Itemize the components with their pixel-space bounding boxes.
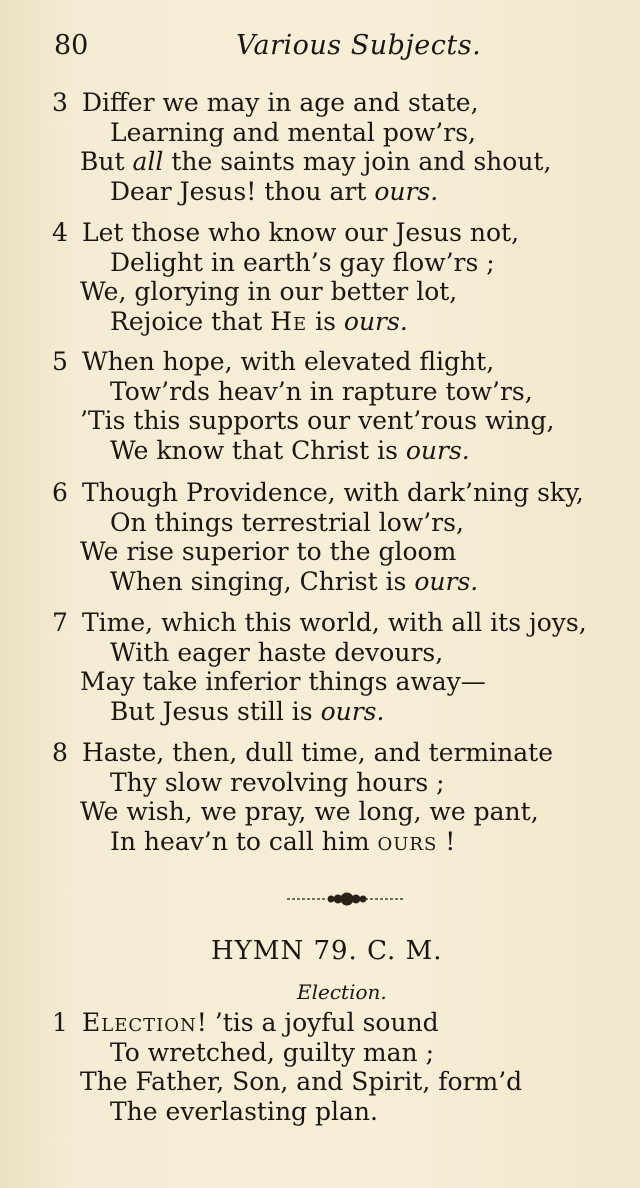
page-number: 80 [54, 30, 89, 61]
verse-text: Time, which this world, with all its joys, [82, 608, 587, 637]
verse-text: When hope, with elevated flight, [82, 347, 495, 376]
verse-text: ours. [343, 306, 408, 336]
verse-text: Delight in earth’s gay flow’rs ; [110, 247, 495, 277]
verse-text: Haste, then, dull time, and terminate [82, 738, 553, 767]
verse-text: Let those who know our Jesus not, [82, 218, 520, 247]
verse-text: The Father, Son, and Spirit, form’d [80, 1067, 523, 1096]
verse-line [82, 1008, 439, 1038]
stanza-number: 7 [52, 608, 68, 637]
verse-line [110, 638, 443, 668]
verse-text: May take inferior things away— [80, 667, 486, 696]
hymn-subtitle: Election. [297, 980, 387, 1004]
verse-text: Rejoice that [110, 306, 271, 336]
verse-text: The everlasting plan. [110, 1096, 378, 1126]
verse-text: ’Tis this supports our vent’rous wing, [80, 406, 555, 435]
verse-line [110, 768, 445, 798]
verse-text: Though Providence, with dark’ning sky, [82, 478, 584, 507]
verse-text: Election [82, 1008, 197, 1037]
verse-line [82, 738, 553, 768]
verse-line [110, 177, 438, 207]
verse-line [80, 147, 551, 177]
verse-text: all [132, 147, 164, 176]
verse-text: ours. [320, 696, 385, 726]
verse-text: He [270, 306, 308, 336]
verse-line [110, 248, 495, 278]
verse-text: Tow’rds heav’n in rapture tow’rs, [110, 376, 533, 406]
verse-line [82, 88, 479, 118]
verse-line [110, 377, 533, 407]
stanza-number: 1 [52, 1008, 68, 1037]
verse-text: ours [377, 826, 438, 856]
verse-line [80, 406, 554, 436]
verse-text: With eager haste devours, [110, 637, 444, 667]
verse-text: We, glorying in our better lot, [80, 277, 458, 306]
verse-line [80, 537, 456, 567]
ornament-divider-icon [285, 888, 405, 910]
verse-line [80, 277, 457, 307]
stanza-number: 6 [52, 478, 68, 507]
page-header [0, 30, 640, 70]
verse-line [110, 827, 455, 857]
verse-text: We know that Christ is [110, 435, 406, 465]
verse-text: When singing, Christ is [110, 566, 415, 596]
stanza-number: 5 [52, 347, 68, 376]
running-title: Various Subjects. [236, 30, 482, 61]
verse-text: Thy slow revolving hours ; [110, 767, 445, 797]
verse-text: On things terrestrial low’rs, [110, 507, 464, 537]
verse-text: ! ’tis a joyful sound [196, 1008, 439, 1037]
verse-line [80, 667, 486, 697]
verse-text: Dear Jesus! thou art [110, 176, 375, 206]
stanza-number: 4 [52, 218, 68, 247]
verse-line [80, 797, 539, 827]
verse-line [110, 508, 464, 538]
verse-text: is [307, 306, 344, 336]
verse-line [80, 1067, 522, 1097]
stanza-number: 8 [52, 738, 68, 767]
verse-text: ours. [414, 566, 479, 596]
verse-text: ! [437, 826, 456, 856]
verse-text: ours. [405, 435, 470, 465]
verse-line [82, 478, 584, 508]
verse-text: the saints may join and shout, [163, 147, 552, 176]
verse-text: We wish, we pray, we long, we pant, [80, 797, 539, 826]
verse-text: Differ we may in age and state, [82, 88, 479, 117]
verse-line [110, 1038, 434, 1068]
verse-line [82, 608, 587, 638]
verse-line [110, 1097, 378, 1127]
verse-line [110, 697, 384, 727]
hymn-title: HYMN 79. C. M. [211, 936, 443, 966]
verse-text: But Jesus still is [110, 696, 321, 726]
verse-text: To wretched, guilty man ; [110, 1037, 435, 1067]
stanza-number: 3 [52, 88, 68, 117]
verse-line [110, 118, 476, 148]
verse-text: But [80, 147, 133, 176]
verse-text: Learning and mental pow’rs, [110, 117, 476, 147]
verse-line [110, 567, 478, 597]
verse-line [110, 436, 470, 466]
verse-line [82, 218, 519, 248]
verse-text: In heav’n to call him [110, 826, 378, 856]
verse-line [110, 307, 408, 337]
verse-line [82, 347, 494, 377]
verse-text: We rise superior to the gloom [80, 537, 457, 566]
verse-text: ours. [374, 176, 439, 206]
